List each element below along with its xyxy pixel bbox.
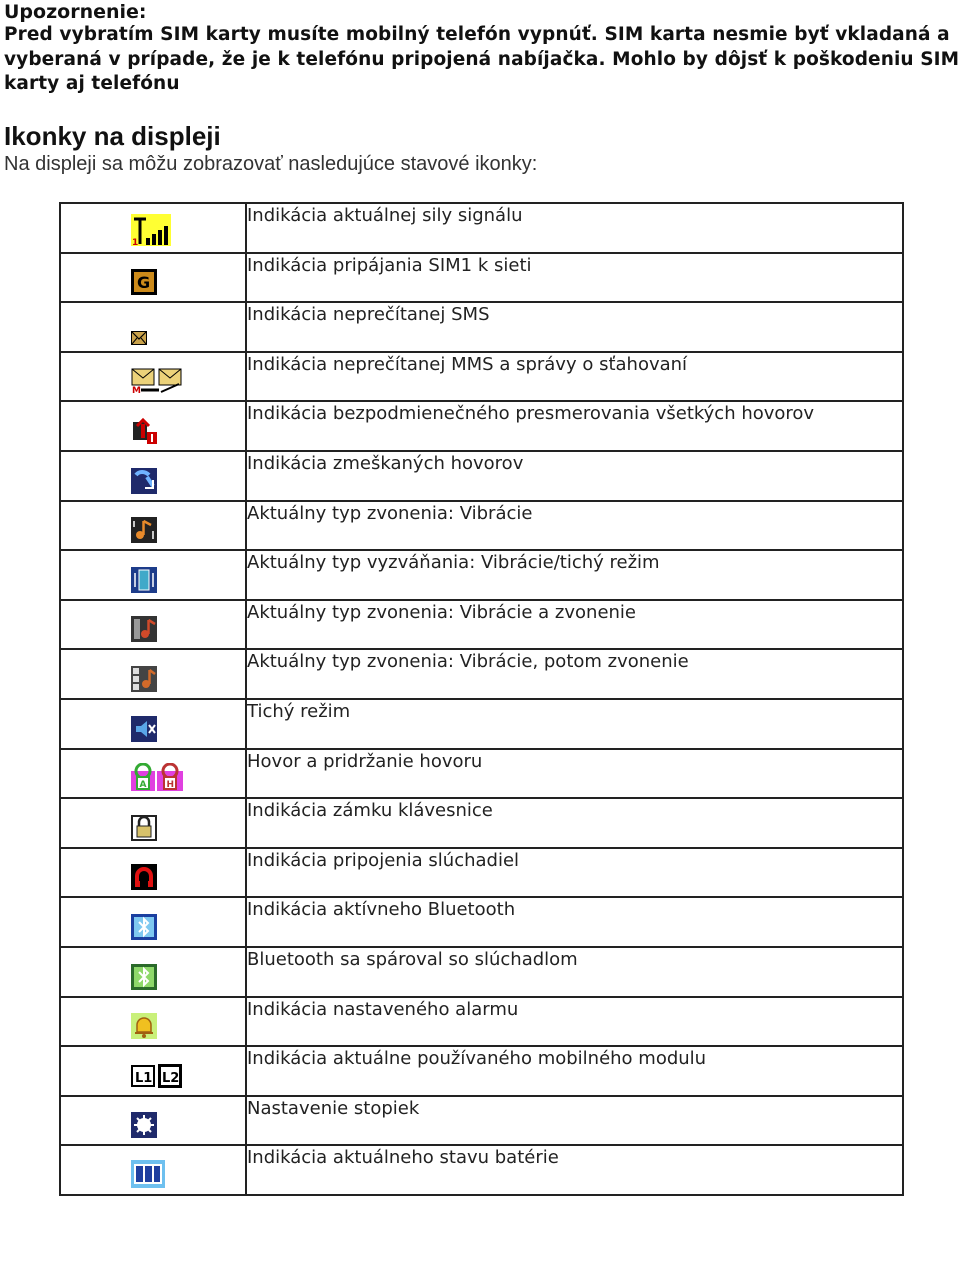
module-l1-l2-icon bbox=[131, 1063, 183, 1089]
unread-mms-icon bbox=[131, 366, 183, 394]
bluetooth-paired-icon bbox=[131, 964, 157, 990]
table-row bbox=[60, 897, 903, 947]
table-row bbox=[60, 203, 903, 253]
alarm-icon bbox=[131, 1013, 157, 1039]
row-label: Aktuálny typ zvonenia: Vibrácie, potom zvonenie bbox=[246, 649, 903, 699]
table-row bbox=[60, 947, 903, 997]
row-label: Tichý režim bbox=[246, 699, 903, 749]
table-row bbox=[60, 352, 903, 402]
missed-call-icon bbox=[131, 468, 157, 494]
row-label: Aktuálny typ zvonenia: Vibrácie a zvonenie bbox=[246, 600, 903, 650]
row-label: Indikácia neprečítanej MMS a správy o sťahovaní bbox=[246, 352, 903, 402]
svg-text:A: A bbox=[139, 780, 147, 791]
svg-text:M: M bbox=[132, 386, 141, 395]
svg-text:L1: L1 bbox=[135, 1070, 153, 1086]
row-label: Indikácia aktívneho Bluetooth bbox=[246, 897, 903, 947]
call-divert-icon bbox=[131, 416, 157, 444]
row-label: Aktuálny typ zvonenia: Vibrácie bbox=[246, 501, 903, 551]
warning-text: Pred vybratím SIM karty musíte mobilný telefón vypnúť. SIM karta nesmie byť vkladaná a vyberaná v prípade, že je k telefónu pripojená nabíjačka. Mohlo by dôjsť k poškodeniu SIM karty aj telefónu bbox=[4, 24, 960, 94]
table-row bbox=[60, 749, 903, 799]
stopwatch-icon bbox=[131, 1112, 157, 1138]
vibrate-and-ring-icon bbox=[131, 616, 157, 642]
table-row bbox=[60, 302, 903, 352]
svg-text:H: H bbox=[166, 780, 175, 791]
ring-vibrate-icon bbox=[131, 517, 157, 543]
vibrate-then-ring-icon bbox=[131, 666, 157, 692]
call-hold-icon bbox=[131, 763, 183, 791]
row-label: Nastavenie stopiek bbox=[246, 1096, 903, 1146]
row-label: Aktuálny typ vyzváňania: Vibrácie/tichý režim bbox=[246, 550, 903, 600]
row-label: Indikácia pripájania SIM1 k sieti bbox=[246, 253, 903, 303]
table-row bbox=[60, 798, 903, 848]
section-title: Ikonky na displeji bbox=[4, 121, 221, 151]
table-row bbox=[60, 699, 903, 749]
row-label: Bluetooth sa spároval so slúchadlom bbox=[246, 947, 903, 997]
row-label: Hovor a pridržanie hovoru bbox=[246, 749, 903, 799]
table-row bbox=[60, 451, 903, 501]
row-label: Indikácia aktuálne používaného mobilného modulu bbox=[246, 1046, 903, 1096]
svg-text:L2: L2 bbox=[162, 1070, 180, 1086]
row-label: Indikácia zmeškaných hovorov bbox=[246, 451, 903, 501]
table-row bbox=[60, 600, 903, 650]
table-row bbox=[60, 997, 903, 1047]
table-row bbox=[60, 1145, 903, 1195]
keypad-lock-icon bbox=[131, 815, 157, 841]
row-label: Indikácia bezpodmienečného presmerovania všetkých hovorov bbox=[246, 401, 903, 451]
unread-sms-icon bbox=[131, 331, 147, 345]
row-label: Indikácia aktuálnej sily signálu bbox=[246, 203, 903, 253]
row-label: Indikácia nastaveného alarmu bbox=[246, 997, 903, 1047]
table-row bbox=[60, 848, 903, 898]
battery-icon bbox=[131, 1160, 165, 1188]
signal-strength-icon bbox=[131, 214, 171, 246]
table-row bbox=[60, 401, 903, 451]
headset-icon bbox=[131, 864, 157, 890]
table-row bbox=[60, 501, 903, 551]
table-row bbox=[60, 1046, 903, 1096]
svg-text:1: 1 bbox=[132, 237, 139, 246]
silent-mode-icon bbox=[131, 716, 157, 742]
bluetooth-active-icon bbox=[131, 914, 157, 940]
section-intro: Na displeji sa môžu zobrazovať nasledujúce stavové ikonky: bbox=[4, 153, 538, 175]
sim1-network-icon bbox=[131, 269, 157, 295]
table-row bbox=[60, 253, 903, 303]
vibrate-silent-icon bbox=[131, 567, 157, 593]
row-label: Indikácia pripojenia slúchadiel bbox=[246, 848, 903, 898]
status-icons-table bbox=[59, 202, 904, 1196]
row-label: Indikácia neprečítanej SMS bbox=[246, 302, 903, 352]
table-row bbox=[60, 550, 903, 600]
table-row bbox=[60, 649, 903, 699]
row-label: Indikácia aktuálneho stavu batérie bbox=[246, 1145, 903, 1195]
table-row bbox=[60, 1096, 903, 1146]
row-label: Indikácia zámku klávesnice bbox=[246, 798, 903, 848]
warning-title: Upozornenie: bbox=[4, 1, 147, 23]
svg-text:G: G bbox=[137, 273, 151, 293]
